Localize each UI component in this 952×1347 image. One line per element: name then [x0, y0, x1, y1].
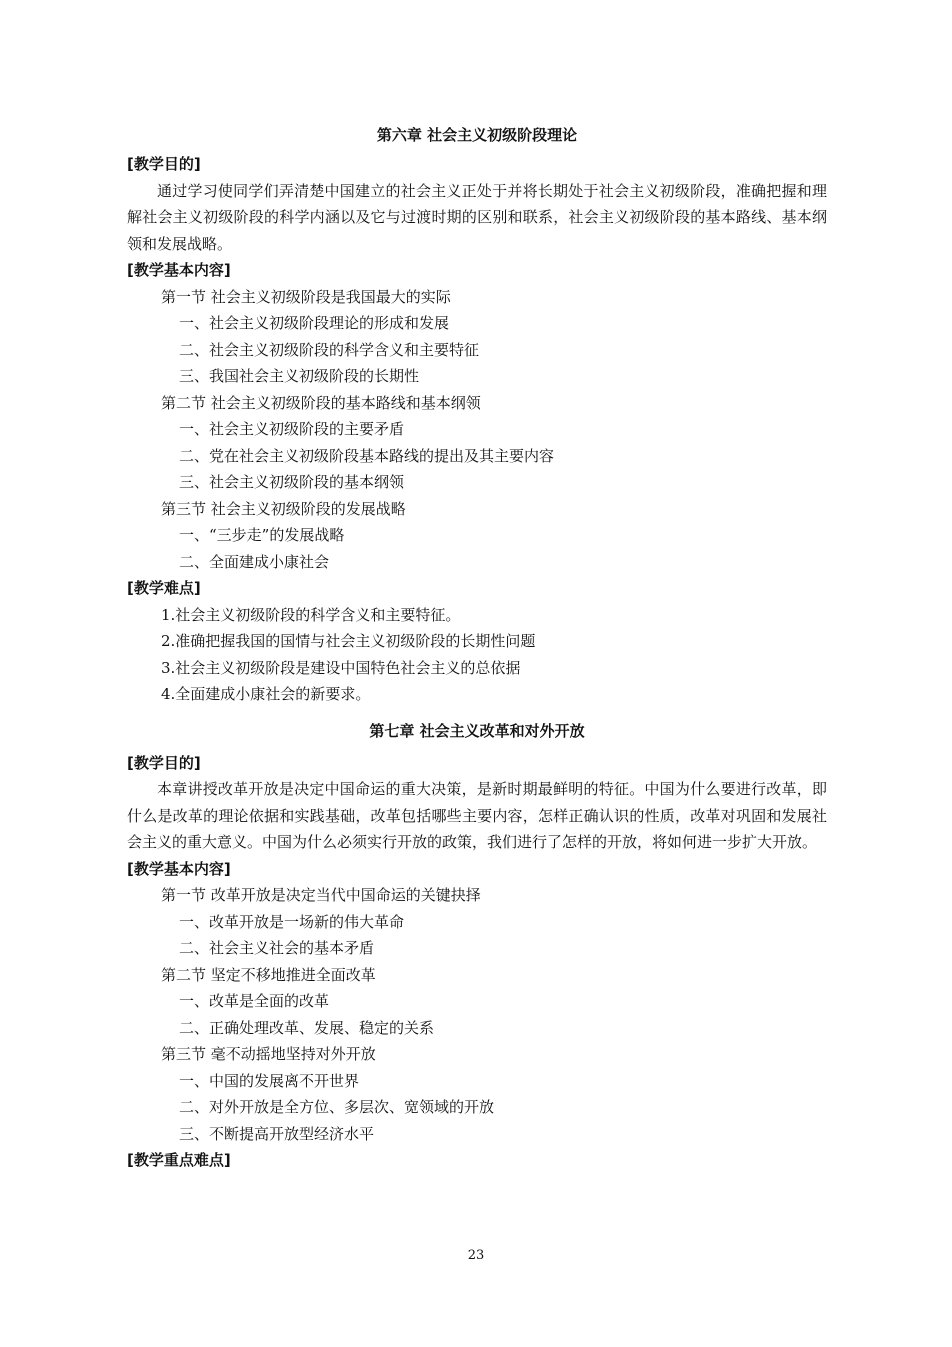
chapter-6-difficulty-item: 4.全面建成小康社会的新要求。 — [161, 685, 371, 703]
chapter-7-section-3: 第三节 毫不动摇地坚持对外开放 — [161, 1045, 376, 1063]
chapter-7-section-3-item: 二、对外开放是全方位、多层次、宽领域的开放 — [179, 1098, 495, 1116]
chapter-7-section-2-item: 二、正确处理改革、发展、稳定的关系 — [179, 1018, 435, 1037]
chapter-6-section-2: 第二节 社会主义初级阶段的基本路线和基本纲领 — [161, 393, 481, 412]
chapter-6-difficulty-item: 3.社会主义初级阶段是建设中国特色社会主义的总依据 — [161, 658, 521, 677]
chapter-6-section-1-item: 一、社会主义初级阶段理论的形成和发展 — [179, 314, 450, 332]
chapter-7-section-2-item: 一、改革是全面的改革 — [179, 992, 330, 1010]
page-content — [127, 122, 827, 1174]
chapter-6-section-3-item: 二、全面建成小康社会 — [179, 552, 330, 571]
chapter-7-objective-heading: [教学目的] — [127, 753, 201, 772]
chapter-7-section-2: 第二节 坚定不移地推进全面改革 — [161, 965, 376, 984]
chapter-7-section-1-item: 二、社会主义社会的基本矛盾 — [179, 939, 375, 957]
chapter-6-content-heading: [教学基本内容] — [127, 261, 231, 279]
chapter-6-section-3: 第三节 社会主义初级阶段的发展战略 — [161, 499, 406, 518]
chapter-6-difficulty-heading: [教学难点] — [127, 579, 201, 597]
chapter-7-section-1: 第一节 改革开放是决定当代中国命运的关键抉择 — [161, 886, 481, 904]
page-number: 23 — [467, 1248, 485, 1263]
chapter-7-title: 第七章 社会主义改革和对外开放 — [369, 721, 585, 740]
chapter-6-section-1-item: 二、社会主义初级阶段的科学含义和主要特征 — [179, 340, 480, 359]
chapter-7-content-heading: [教学基本内容] — [127, 859, 231, 878]
chapter-6-section-2-item: 一、社会主义初级阶段的主要矛盾 — [179, 420, 405, 438]
chapter-7-objective-text: 本章讲授改革开放是决定中国命运的重大决策，是新时期最鲜明的特征。中国为什么要进行改革，即什么是改革的理论依据和实践基础，改革包括哪些主要内容，怎样正确认识的性质，改革对巩固和发展社会主义的重大意义。中国为什么必须实行开放的政策，我们进行了怎样的开放，将如何进一步扩大开放。 — [127, 780, 827, 851]
chapter-6-section-1: 第一节 社会主义初级阶段是我国最大的实际 — [161, 287, 451, 306]
chapter-6-objective-heading: [教学目的] — [127, 155, 201, 173]
chapter-6-title: 第六章 社会主义初级阶段理论 — [376, 126, 578, 144]
chapter-6-section-3-item: 一、“三步走”的发展战略 — [179, 526, 345, 544]
chapter-6-difficulty-item: 2.准确把握我国的国情与社会主义初级阶段的长期性问题 — [161, 632, 536, 650]
chapter-7-section-1-item: 一、改革开放是一场新的伟大革命 — [179, 912, 405, 931]
chapter-7-section-3-item: 一、中国的发展离不开世界 — [179, 1071, 360, 1090]
chapter-6-objective-text: 通过学习使同学们弄清楚中国建立的社会主义正处于并将长期处于社会主义初级阶段，准确把握和理解社会主义初级阶段的科学内涵以及它与过渡时期的区别和联系，社会主义初级阶段的基本路线、基本纲领和发展战略。 — [127, 181, 827, 253]
chapter-6-section-1-item: 三、我国社会主义初级阶段的长期性 — [179, 367, 420, 385]
chapter-6-section-2-item: 三、社会主义初级阶段的基本纲领 — [179, 473, 405, 491]
chapter-6-difficulty-item: 1.社会主义初级阶段的科学含义和主要特征。 — [161, 605, 461, 624]
chapter-6-section-2-item: 二、党在社会主义初级阶段基本路线的提出及其主要内容 — [179, 446, 555, 465]
chapter-7-section-3-item: 三、不断提高开放型经济水平 — [179, 1124, 375, 1143]
chapter-7-key-points-heading: [教学重点难点] — [127, 1151, 231, 1169]
